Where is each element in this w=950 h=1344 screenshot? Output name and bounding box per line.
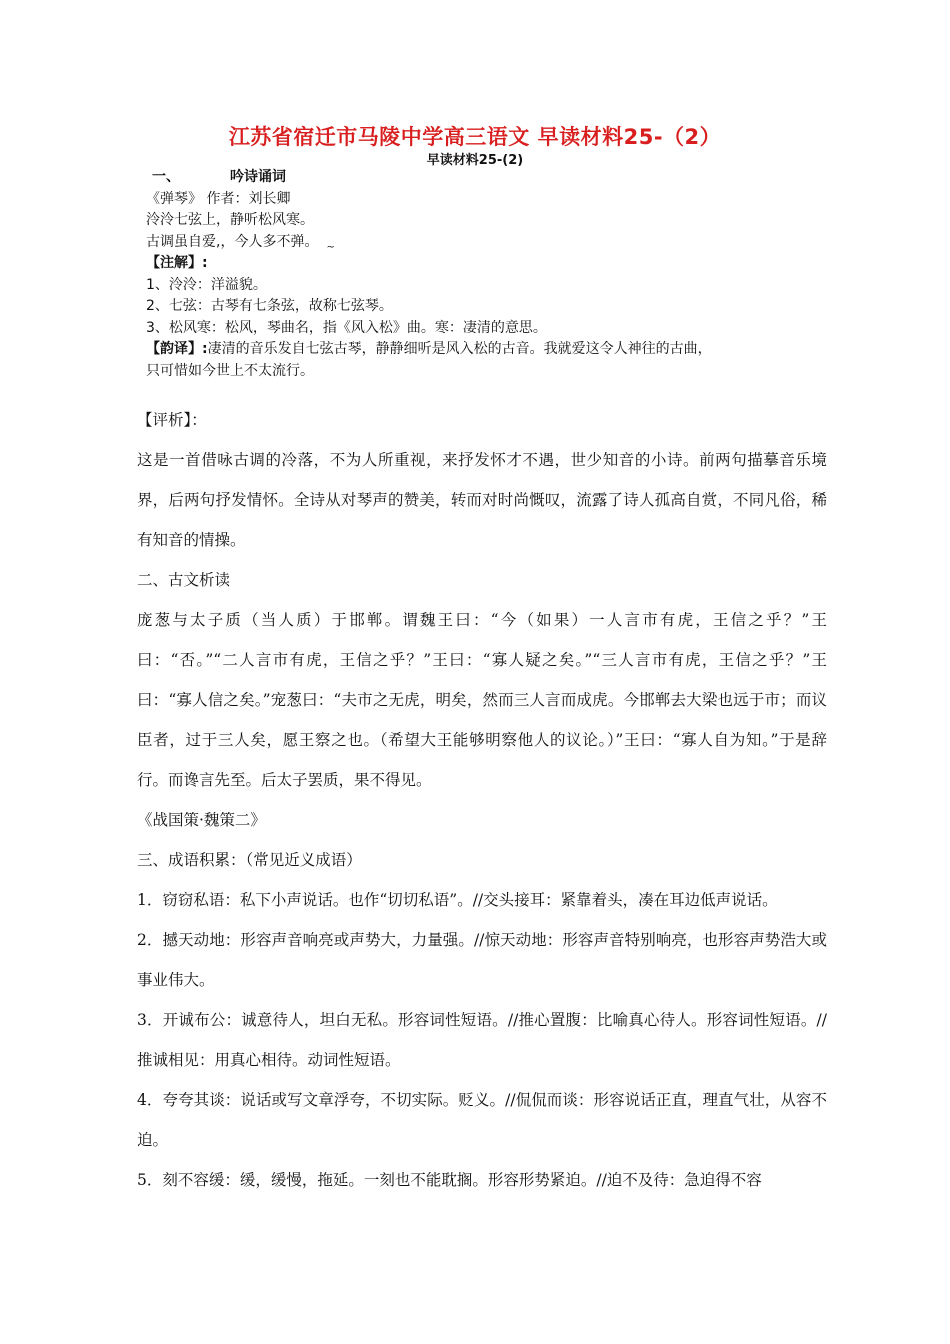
idiom-item: 2．撼天动地：形容声音响亮或声势大，力量强。//惊天动地：形容声音特别响亮，也形容声势浩大或事业伟大。: [137, 931, 827, 989]
poem-line-1: 泠泠七弦上，静听松风寒。: [146, 212, 314, 228]
note-2: 2、七弦：古琴有七条弦，故称七弦琴。: [146, 298, 393, 314]
section-heading-poem: [146, 167, 846, 189]
idiom-item: 5．刻不容缓：缓，缓慢，拖延。一刻也不能耽搁。形容形势紧迫。//迫不及待：急迫得不容: [137, 1171, 762, 1189]
document-body: [137, 400, 827, 1200]
translation-continued: 只可惜如今世上不太流行。: [146, 362, 314, 379]
poem-section: [146, 167, 846, 382]
poem-line-2: [146, 232, 846, 254]
translation-line: [146, 339, 846, 361]
classical-source: 《战国策·魏策二》: [137, 811, 266, 829]
idiom-item: 3．开诚布公：诚意待人，坦白无私。形容词性短语。//推心置腹：比喻真心待人。形容词性短语。//推诚相见：用真心相待。动词性短语。: [137, 1011, 827, 1069]
document-title: 江苏省宿迁市马陵中学高三语文 早读材料25-（2）: [228, 125, 722, 149]
analysis-text: 这是一首借咏古调的冷落，不为人所重视，来抒发怀才不遇，世少知音的小诗。前两句描摹音乐境界，后两句抒发情怀。全诗从对琴声的赞美，转而对时尚慨叹，流露了诗人孤高自赏，不同凡俗，稀有知音的情操。: [137, 451, 827, 549]
classical-heading: 二、古文析读: [137, 571, 231, 589]
idiom-item: 4．夸夸其谈：说话或写文章浮夸，不切实际。贬义。//侃侃而谈：形容说话正直，理直气壮，从容不迫。: [137, 1091, 827, 1149]
translation-text: 凄清的音乐发自七弦古琴，静静细听是风入松的古音。我就爱这令人神往的古曲，: [207, 341, 712, 357]
idiom-item: 1．窃窃私语：私下小声说话。也作“切切私语”。//交头接耳：紧靠着头，凑在耳边低声说话。: [137, 891, 778, 909]
classical-text: 庞葱与太子质（当人质）于邯郸。谓魏王曰：“今（如果）一人言市有虎，王信之乎？”王曰：“否。”“二人言市有虎，王信之乎？”王曰：“寡人疑之矣。”“三人言市有虎，王信之乎？”王曰：“寡人信之矣。”宠葱曰：“夫市之无虎，明矣，然而三人言而成虎。今邯郸去大梁也远于市；而议臣者，过于三人矣，愿王察之也。（希望大王能够明察他人的议论。）”王曰：“寡人自为知。”于是辞行。而谗言先至。后太子罢质，果不得见。: [137, 611, 827, 789]
section-title: 吟诗诵词: [230, 169, 286, 185]
analysis-label: 【评析】：: [137, 411, 207, 429]
document-subtitle: 早读材料25-(2): [426, 153, 524, 168]
section-number: 一、: [152, 169, 180, 185]
translation-label: 【韵译】:: [146, 341, 208, 357]
notes-label: 【注解】:: [146, 255, 208, 271]
idioms-heading: 三、成语积累：（常见近义成语）: [137, 851, 362, 869]
poem-title-line: 《弹琴》 作者：刘长卿: [146, 190, 291, 207]
note-3: 3、松风寒：松风，琴曲名，指《风入松》曲。寒：凄清的意思。: [146, 319, 547, 336]
stray-mark: ~: [326, 241, 335, 253]
note-1: 1、泠泠：洋溢貌。: [146, 276, 267, 293]
poem-line-2-text: 古调虽自爱,，今人多不弹。: [146, 233, 319, 250]
